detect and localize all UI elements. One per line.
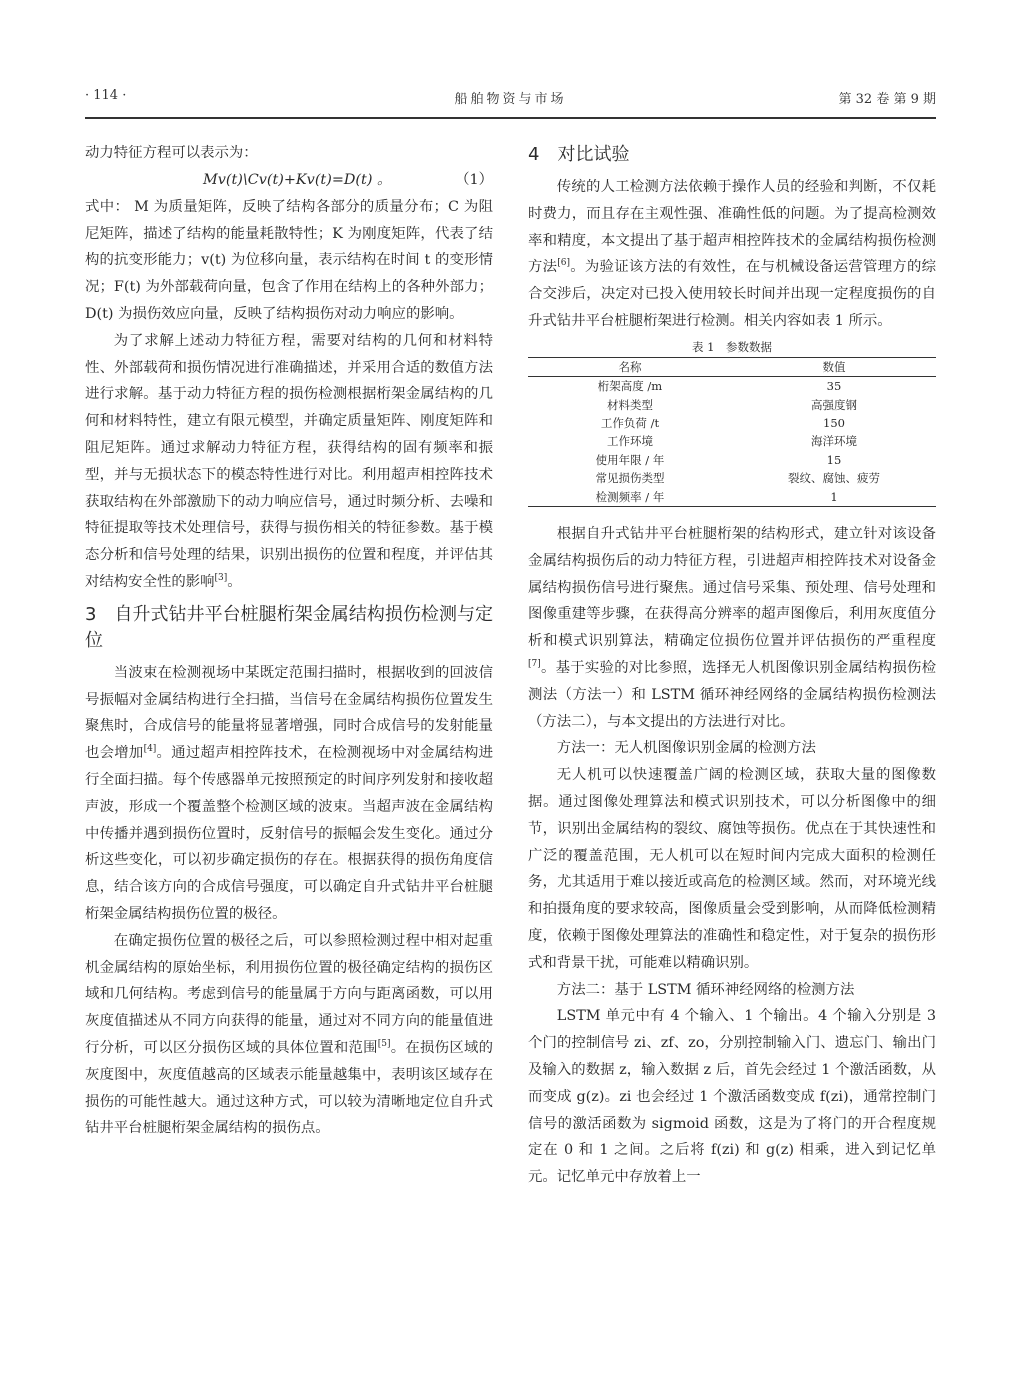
citation: [3]	[214, 573, 228, 584]
table-cell: 15	[826, 452, 842, 467]
table-caption: 表 1 参数数据	[692, 339, 772, 354]
paragraph: LSTM 单元中有 4 个输入、1 个输出。4 个输入分别是 3 个门的控制信号 zi、zf、zo，分别控制输入门、遗忘门、输出门及输入的数据 z，输入数据 z 后，首先会经过 1 个激活函数，从而变成 g(z)。zi 也会经过 1 个激活函数变成 f(zi)，通常控制门信号的激活函数为 sigmoid 函数，这是为了将门的开合程度规定在 0 和 1 之间。之后将 f(zi) 和 g(z) 相乘，进入到记忆单元。记忆单元中存放着上一	[528, 1008, 936, 1186]
variable-definitions: 式中： M 为质量矩阵，反映了结构各部分的质量分布；C 为阻尼矩阵，描述了结构的能量耗散特性；K 为刚度矩阵，代表了结构的抗变形能力；v(t) 为位移向量，表示结构在时间 t 的变形情况；F(t) 为外部载荷向量，包含了作用在结构上的各种外部力；D(t) 为损伤效应向量，反映了结构损伤对动力响应的影响。	[85, 198, 493, 322]
table-cell: 常见损伤类型	[595, 471, 665, 486]
section-title: 自升式钻井平台桩腿桁架金属结构损伤检测与定位	[85, 603, 493, 651]
paragraph: 在确定损伤位置的极径之后，可以参照检测过程中相对起重机金属结构的原始坐标，利用损伤位置的极径确定结构的损伤区域和几何结构。考虑到信号的能量属于方向与距离函数，可以用灰度值描述从不同方向获得的能量，通过对不同方向的能量值进行分析，可以区分损伤区域的具体位置和范围[5]。在损伤区域的灰度图中，灰度值越高的区域表示能量越集中，表明该区域存在损伤的可能性越大。通过这种方式，可以较为清晰地定位自升式钻井平台桩腿桁架金属结构的损伤点。	[85, 932, 493, 1137]
equation-intro: 动力特征方程可以表示为：	[85, 145, 258, 161]
citation: [7]	[528, 659, 541, 670]
table-row	[528, 432, 936, 450]
column-header: 数值	[822, 359, 846, 374]
method-1-title: 方法一：无人机图像识别金属的检测方法	[556, 740, 816, 757]
paragraph: 根据自升式钻井平台桩腿桁架的结构形式，建立针对该设备金属结构损伤后的动力特征方程，引进超声相控阵技术对设备金属结构损伤信号进行聚焦。通过信号采集、预处理、信号处理和图像重建等步骤，在获得高分辨率的超声图像后，利用灰度值分析和模式识别算法，精确定位损伤位置并评估损伤的严重程度[7]。基于实验的对比参照，选择无人机图像识别金属结构损伤检测法（方法一）和 LSTM 循环神经网络的金属结构损伤检测法（方法二），与本文提出的方法进行对比。	[528, 526, 936, 730]
table-cell: 材料类型	[607, 397, 653, 412]
parameter-table	[528, 357, 936, 507]
section-number: 4	[528, 144, 540, 165]
citation: [6]	[557, 258, 571, 269]
table-row	[528, 414, 936, 432]
table-cell: 35	[826, 379, 842, 394]
page-number: · 114 ·	[85, 88, 127, 103]
page-header	[85, 84, 936, 114]
equation-number: （1）	[455, 171, 493, 188]
left-column	[85, 140, 493, 1142]
method-2-title: 方法二：基于 LSTM 循环神经网络的检测方法	[556, 981, 855, 998]
paragraph: 当波束在检测视场中某既定范围扫描时，根据收到的回波信号振幅对金属结构进行全扫描，当信号在金属结构损伤位置发生聚焦时，合成信号的能量将显著增强，同时合成信号的发射能量也会增加[4]。通过超声相控阵技术，在检测视场中对金属结构进行全面扫描。每个传感器单元按照预定的时间序列发射和接收超声波，形成一个覆盖整个检测区域的波束。当超声波在金属结构中传播并遇到损伤位置时，反射信号的振幅会发生变化。通过分析这些变化，可以初步确定损伤的存在。根据获得的损伤角度信息，结合该方向的合成信号强度，可以确定自升式钻井平台桩腿桁架金属结构损伤位置的极径。	[85, 664, 493, 922]
table-cell: 检测频率 / 年	[595, 489, 665, 504]
section-title: 对比试验	[557, 144, 630, 165]
paragraph: 为了求解上述动力特征方程，需要对结构的几何和材料特性、外部载荷和损伤情况进行准确描述，并采用合适的数值方法进行求解。基于动力特征方程的损伤检测根据桁架金属结构的几何和材料特性，建立有限元模型，并确定质量矩阵、刚度矩阵和阻尼矩阵。通过求解动力特征方程，获得结构的固有频率和振型，并与无损状态下的模态特性进行对比。利用超声相控阵技术获取结构在外部激励下的动力响应信号，通过时频分析、去噪和特征提取等技术处理信号，获得与损伤相关的特征参数。基于模态分析和信号处理的结果，识别出损伤的位置和程度，并评估其对结构安全性的影响[3]。	[85, 332, 493, 590]
table-row	[528, 451, 936, 469]
header-rule	[85, 117, 936, 119]
journal-name: 船舶物资与市场	[454, 92, 567, 107]
equation-expression: Mv(t)\Cv(t)+Kv(t)=D(t) 。	[203, 171, 392, 188]
citation: [5]	[377, 1039, 391, 1050]
section-heading-4	[528, 142, 936, 168]
table-cell: 裂纹、腐蚀、疲劳	[788, 471, 880, 486]
table-cell: 海洋环境	[811, 434, 857, 449]
table-cell: 使用年限 / 年	[595, 452, 665, 467]
citation: [4]	[143, 744, 157, 755]
paragraph: 无人机可以快速覆盖广阔的检测区域，获取大量的图像数据。通过图像处理算法和模式识别技术，可以分析图像中的细节，识别出金属结构的裂纹、腐蚀等损伤。优点在于其快速性和广泛的覆盖范围，无人机可以在短时间内完成大面积的检测任务，尤其适用于难以接近或高危的检测区域。然而，对环境光线和拍摄角度的要求较高，图像质量会受到影响，从而降低检测精度，依赖于图像处理算法的准确性和稳定性，对于复杂的损伤形式和背景干扰，可能难以精确识别。	[528, 767, 936, 971]
table-row	[528, 469, 936, 487]
section-heading-3	[85, 602, 493, 654]
volume-issue: 第 32 卷 第 9 期	[838, 92, 936, 107]
equation-1	[85, 167, 493, 194]
table-cell: 桁架高度 /m	[597, 379, 663, 394]
table-cell: 工作负荷 /t	[600, 416, 660, 430]
table-cell: 150	[823, 416, 845, 430]
table-row	[528, 488, 936, 507]
table-cell: 高强度钢	[811, 397, 857, 412]
table-cell: 1	[830, 489, 838, 504]
right-column	[528, 140, 936, 1191]
table-cell: 工作环境	[607, 434, 653, 449]
table-header-row	[528, 357, 936, 376]
section-number: 3	[85, 603, 97, 625]
table-row	[528, 377, 936, 396]
paragraph: 传统的人工检测方法依赖于操作人员的经验和判断，不仅耗时费力，而且存在主观性强、准确性低的问题。为了提高检测效率和精度，本文提出了基于超声相控阵技术的金属结构损伤检测方法[6]。为验证该方法的有效性，在与机械设备运营管理方的综合交涉后，决定对已投入使用较长时间并出现一定程度损伤的自升式钻井平台桩腿桁架进行检测。相关内容如表 1 所示。	[528, 179, 936, 329]
table-row	[528, 396, 936, 414]
column-header: 名称	[618, 359, 642, 374]
